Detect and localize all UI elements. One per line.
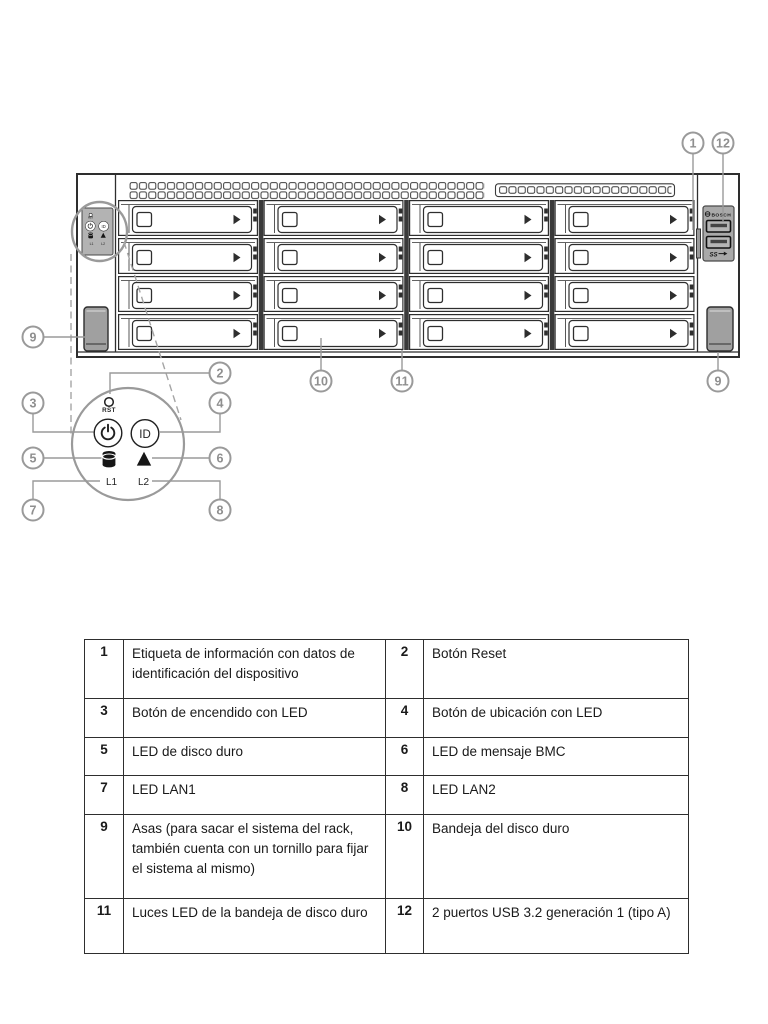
legend-desc: Luces LED de la bandeja de disco duro (124, 899, 386, 954)
legend-row (85, 738, 689, 776)
control-panel-mini (82, 208, 113, 255)
drive-tray (410, 315, 549, 350)
callout-11 (392, 371, 413, 392)
drive-tray (555, 239, 694, 274)
callout-3-label: 3 (29, 396, 37, 411)
drive-tray (264, 277, 403, 312)
bay-divider (404, 200, 409, 350)
drive-tray (119, 277, 258, 312)
callout-5-label: 5 (29, 451, 37, 466)
drive-tray (119, 201, 258, 236)
callout-7 (23, 500, 44, 521)
callout-2-label: 2 (216, 366, 224, 381)
legend-num: 11 (85, 899, 124, 954)
callout-8-label: 8 (216, 503, 224, 518)
callout-3 (23, 393, 44, 414)
control-panel-detail-circle (72, 388, 184, 500)
bay-divider (550, 200, 555, 350)
callout-7-label: 7 (29, 503, 37, 518)
drive-tray (410, 277, 549, 312)
callout-9-right-label: 9 (714, 374, 722, 389)
legend-num: 12 (386, 899, 424, 954)
legend-desc: Asas (para sacar el sistema del rack, también cuenta con un tornillo para fijar el sistema al mismo) (124, 815, 386, 899)
callout-9-left (23, 327, 44, 348)
legend-desc: Botón de ubicación con LED (424, 699, 689, 738)
legend-desc: Botón Reset (424, 640, 689, 699)
legend-row (85, 815, 689, 899)
handle-left (84, 307, 108, 351)
legend-num: 4 (386, 699, 424, 738)
legend-num: 5 (85, 738, 124, 776)
legend-num: 9 (85, 815, 124, 899)
legend-table (84, 639, 689, 954)
callout-6 (210, 448, 231, 469)
drive-tray (555, 277, 694, 312)
legend-desc: LED de mensaje BMC (424, 738, 689, 776)
callout-10 (311, 371, 332, 392)
legend-num: 7 (85, 776, 124, 815)
legend-row (85, 699, 689, 738)
usb3-mark-text: SS (709, 252, 718, 259)
vent-grille-right (499, 186, 672, 195)
legend-num: 6 (386, 738, 424, 776)
handle-right (707, 307, 733, 351)
vent-grille-left (129, 182, 485, 201)
callout-1-label: 1 (689, 136, 697, 151)
drive-tray (119, 239, 258, 274)
legend-desc: Botón de encendido con LED (124, 699, 386, 738)
legend-num: 2 (386, 640, 424, 699)
legend-desc: Bandeja del disco duro (424, 815, 689, 899)
callout-12 (713, 133, 734, 154)
callout-9-left-label: 9 (29, 330, 37, 345)
legend-num: 1 (85, 640, 124, 699)
usb-port-2 (707, 237, 731, 249)
callout-4 (210, 393, 231, 414)
callout-11-label: 11 (395, 374, 409, 389)
callout-4-label: 4 (216, 396, 224, 411)
callout-9-right (708, 371, 729, 392)
drive-tray (410, 239, 549, 274)
callout-12-label: 12 (716, 136, 730, 151)
bosch-logo-text: BOSCH (711, 213, 732, 219)
legend-num: 10 (386, 815, 424, 899)
drive-tray (264, 239, 403, 274)
callout-1 (683, 133, 704, 154)
callout-2 (210, 363, 231, 384)
callout-6-label: 6 (216, 451, 224, 466)
legend-row (85, 899, 689, 954)
legend-desc: LED LAN1 (124, 776, 386, 815)
drive-tray (119, 315, 258, 350)
bay-divider (259, 200, 264, 350)
legend-desc: LED LAN2 (424, 776, 689, 815)
drive-tray (264, 201, 403, 236)
callout-8 (210, 500, 231, 521)
server-front-diagram: L2 BOSCH SS 1 12 9 2 3 4 5 6 7 8 10 11 9 (0, 0, 768, 620)
legend-row (85, 640, 689, 699)
legend-num: 8 (386, 776, 424, 815)
usb-panel (703, 206, 734, 261)
legend-num: 3 (85, 699, 124, 738)
info-label-tab (697, 229, 701, 258)
legend-desc: Etiqueta de información con datos de identificación del dispositivo (124, 640, 386, 699)
drive-tray (410, 201, 549, 236)
legend-desc: 2 puertos USB 3.2 generación 1 (tipo A) (424, 899, 689, 954)
drive-tray (264, 315, 403, 350)
legend-desc: LED de disco duro (124, 738, 386, 776)
usb-port-1 (707, 221, 731, 233)
callout-10-label: 10 (314, 374, 328, 389)
legend-row (85, 776, 689, 815)
drive-tray (555, 315, 694, 350)
drive-tray (555, 201, 694, 236)
callout-5 (23, 448, 44, 469)
